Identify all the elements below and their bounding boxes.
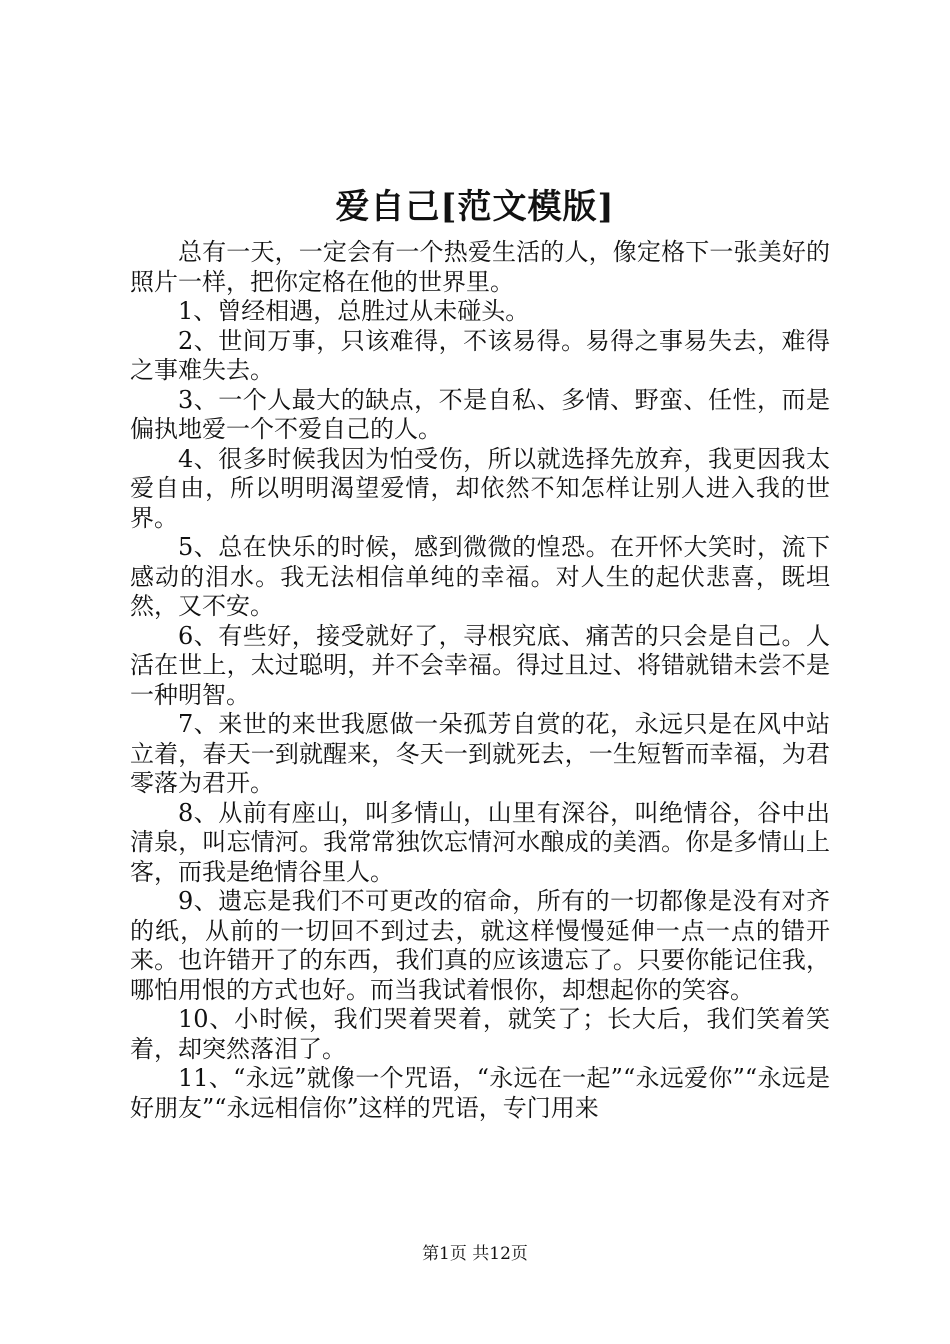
paragraph: 1、曾经相遇，总胜过从未碰头。 (178, 297, 530, 325)
paragraph: 10、小时候，我们哭着哭着，就笑了；长大后，我们笑着笑着，却突然落泪了。 (130, 1005, 830, 1063)
paragraph: 6、有些好，接受就好了，寻根究底、痛苦的只会是自己。人活在世上，太过聪明，并不会幸福。得过且过、将错就错未尝不是一种明智。 (130, 621, 830, 709)
paragraph: 总有一天，一定会有一个热爱生活的人，像定格下一张美好的照片一样，把你定格在他的世界里。 (130, 238, 830, 296)
document-body (130, 238, 830, 1123)
paragraph: 4、很多时候我因为怕受伤，所以就选择先放弃，我更因我太爱自由，所以明明渴望爱情，却依然不知怎样让别人进入我的世界。 (130, 444, 830, 532)
paragraph: 8、从前有座山，叫多情山，山里有深谷，叫绝情谷，谷中出清泉，叫忘情河。我常常独饮忘情河水酿成的美酒。你是多情山上客，而我是绝情谷里人。 (130, 798, 830, 886)
paragraph: 11、“永远”就像一个咒语，“永远在一起”“永远爱你”“永远是好朋友”“永远相信你”这样的咒语，专门用来 (130, 1064, 830, 1122)
paragraph: 3、一个人最大的缺点，不是自私、多情、野蛮、任性，而是偏执地爱一个不爱自己的人。 (130, 385, 830, 443)
paragraph: 5、总在快乐的时候，感到微微的惶恐。在开怀大笑时，流下感动的泪水。我无法相信单纯的幸福。对人生的起伏悲喜，既坦然，又不安。 (130, 533, 830, 620)
page-number-footer: 第1页 共12页 (422, 1244, 528, 1264)
paragraph: 9、遗忘是我们不可更改的宿命，所有的一切都像是没有对齐的纸，从前的一切回不到过去，就这样慢慢延伸一点一点的错开来。也许错开了的东西，我们真的应该遗忘了。只要你能记住我，哪怕用恨的方式也好。而当我试着恨你，却想起你的笑容。 (130, 887, 830, 1004)
paragraph: 2、世间万事，只该难得，不该易得。易得之事易失去，难得之事难失去。 (130, 326, 830, 384)
paragraph: 7、来世的来世我愿做一朵孤芳自赏的花，永远只是在风中站立着，春天一到就醒来，冬天一到就死去，一生短暂而幸福，为君零落为君开。 (130, 710, 830, 797)
document-title: 爱自己[范文模版] (335, 187, 615, 227)
